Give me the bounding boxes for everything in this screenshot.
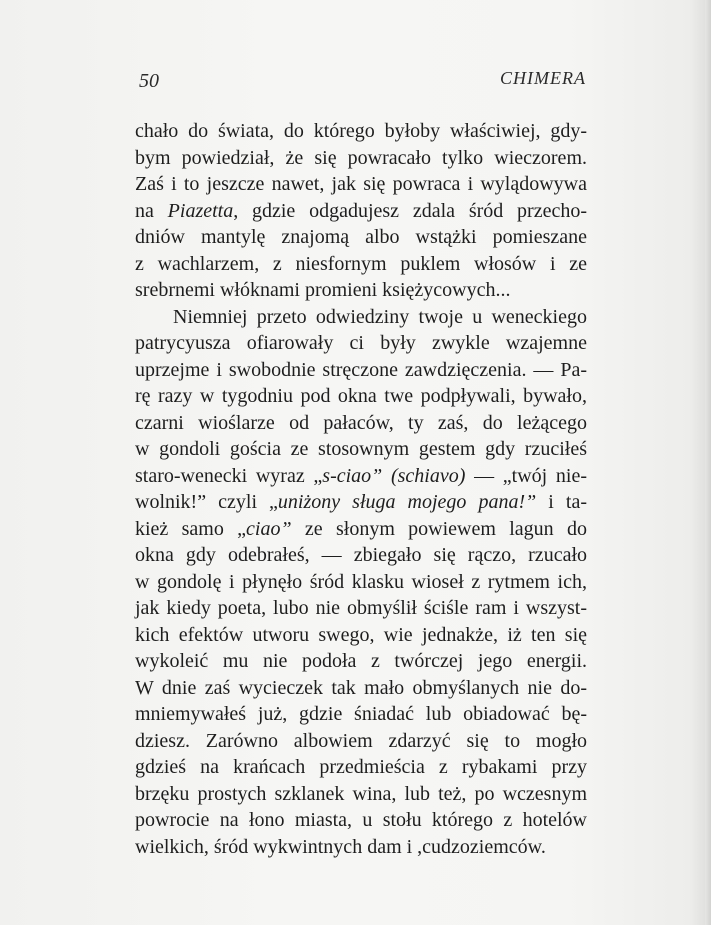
text-line: srebrnemi włóknami promieni księżycowych... <box>135 279 511 301</box>
text-line: bym powiedział, że się powracało tylko wieczorem. <box>135 146 587 169</box>
text-line: z wachlarzem, z niesfornym puklem włosów i ze <box>135 252 587 275</box>
text-line: w gondoli gościa ze stosownym gestem gdy rzuciłeś <box>135 438 587 460</box>
text-run: na <box>135 199 168 222</box>
page-edge-shadow <box>705 0 711 925</box>
text-line: mniemywałeś już, gdzie śniadać lub obiadować bę- <box>135 703 587 725</box>
text-line: W dnie zaś wycieczek tak mało obmyślanych nie do- <box>135 676 587 699</box>
text-line: chało do świata, do którego byłoby właściwiej, gdy- <box>135 120 587 142</box>
italic-quote: ciao” <box>246 517 292 540</box>
text-line <box>135 198 587 225</box>
text-line: uprzejme i swobodnie stręczone zawdzięczenia. — Pa- <box>135 358 587 381</box>
text-line: Niemniej przeto odwiedziny twoje u weneckiego <box>173 305 587 328</box>
text-run: staro-wenecki wyraz „ <box>135 464 323 487</box>
italic-quote: s-ciao” (schiavo) <box>322 464 466 487</box>
italic-place-name: Piazetta <box>167 199 234 222</box>
text-run: — „twój nie- <box>465 464 588 487</box>
text-line: patrycyusza ofiarowały ci były zwykle wzajemne <box>135 332 587 354</box>
running-title: CHIMERA <box>500 68 586 88</box>
text-line: jak kiedy poeta, lubo nie obmyślił ściśle ram i wszyst- <box>135 597 587 619</box>
text-line: okna gdy odebrałeś, — zbiegało się rączo, rzucało <box>135 544 587 566</box>
text-run: i ta- <box>536 491 587 513</box>
text-line: Zaś i to jeszcze nawet, jak się powraca i wylądowywa <box>135 173 587 195</box>
text-line: gdzieś na krańcach przedmieścia z rybakami przy <box>135 756 587 778</box>
text-line: dziesz. Zarówno albowiem zdarzyć się to mogło <box>135 729 587 752</box>
paragraph-1 <box>135 118 587 304</box>
text-line: rę razy w tygodniu pod okna twe podpływali, bywało, <box>135 385 587 407</box>
text-line: dniów mantylę znajomą albo wstążki pomieszane <box>135 226 587 248</box>
body-text <box>135 118 587 860</box>
text-line: brzęku prostych szklanek wina, lub też, po wczesnym <box>135 782 587 805</box>
paragraph-2 <box>135 304 587 861</box>
text-line: czarni wioślarze od pałaców, ty zaś, do leżącego <box>135 411 587 434</box>
italic-quote: uniżony sługa mojego pana!” <box>277 491 537 513</box>
text-line <box>135 516 587 543</box>
page-number: 50 <box>139 70 159 92</box>
text-run: kież samo „ <box>135 517 247 540</box>
text-line: wykoleić mu nie podoła z twórczej jego energii. <box>135 650 587 672</box>
text-run: ze słonym powiewem lagun do <box>291 517 587 540</box>
text-line: powrocie na łono miasta, u stołu którego z hotelów <box>135 809 587 831</box>
text-run: , gdzie odgadujesz zdala śród przecho- <box>233 199 587 222</box>
running-header <box>133 66 586 94</box>
text-line: kich efektów utworu swego, wie jednakże, iż ten się <box>135 623 587 646</box>
text-line: w gondolę i płynęło śród klasku wioseł z rytmem ich, <box>135 570 587 593</box>
text-line <box>135 463 587 490</box>
text-line: wielkich, śród wykwintnych dam i ,cudzoziemców. <box>135 835 546 858</box>
text-line <box>135 489 587 516</box>
text-run: wolnik!” czyli „ <box>135 491 278 513</box>
